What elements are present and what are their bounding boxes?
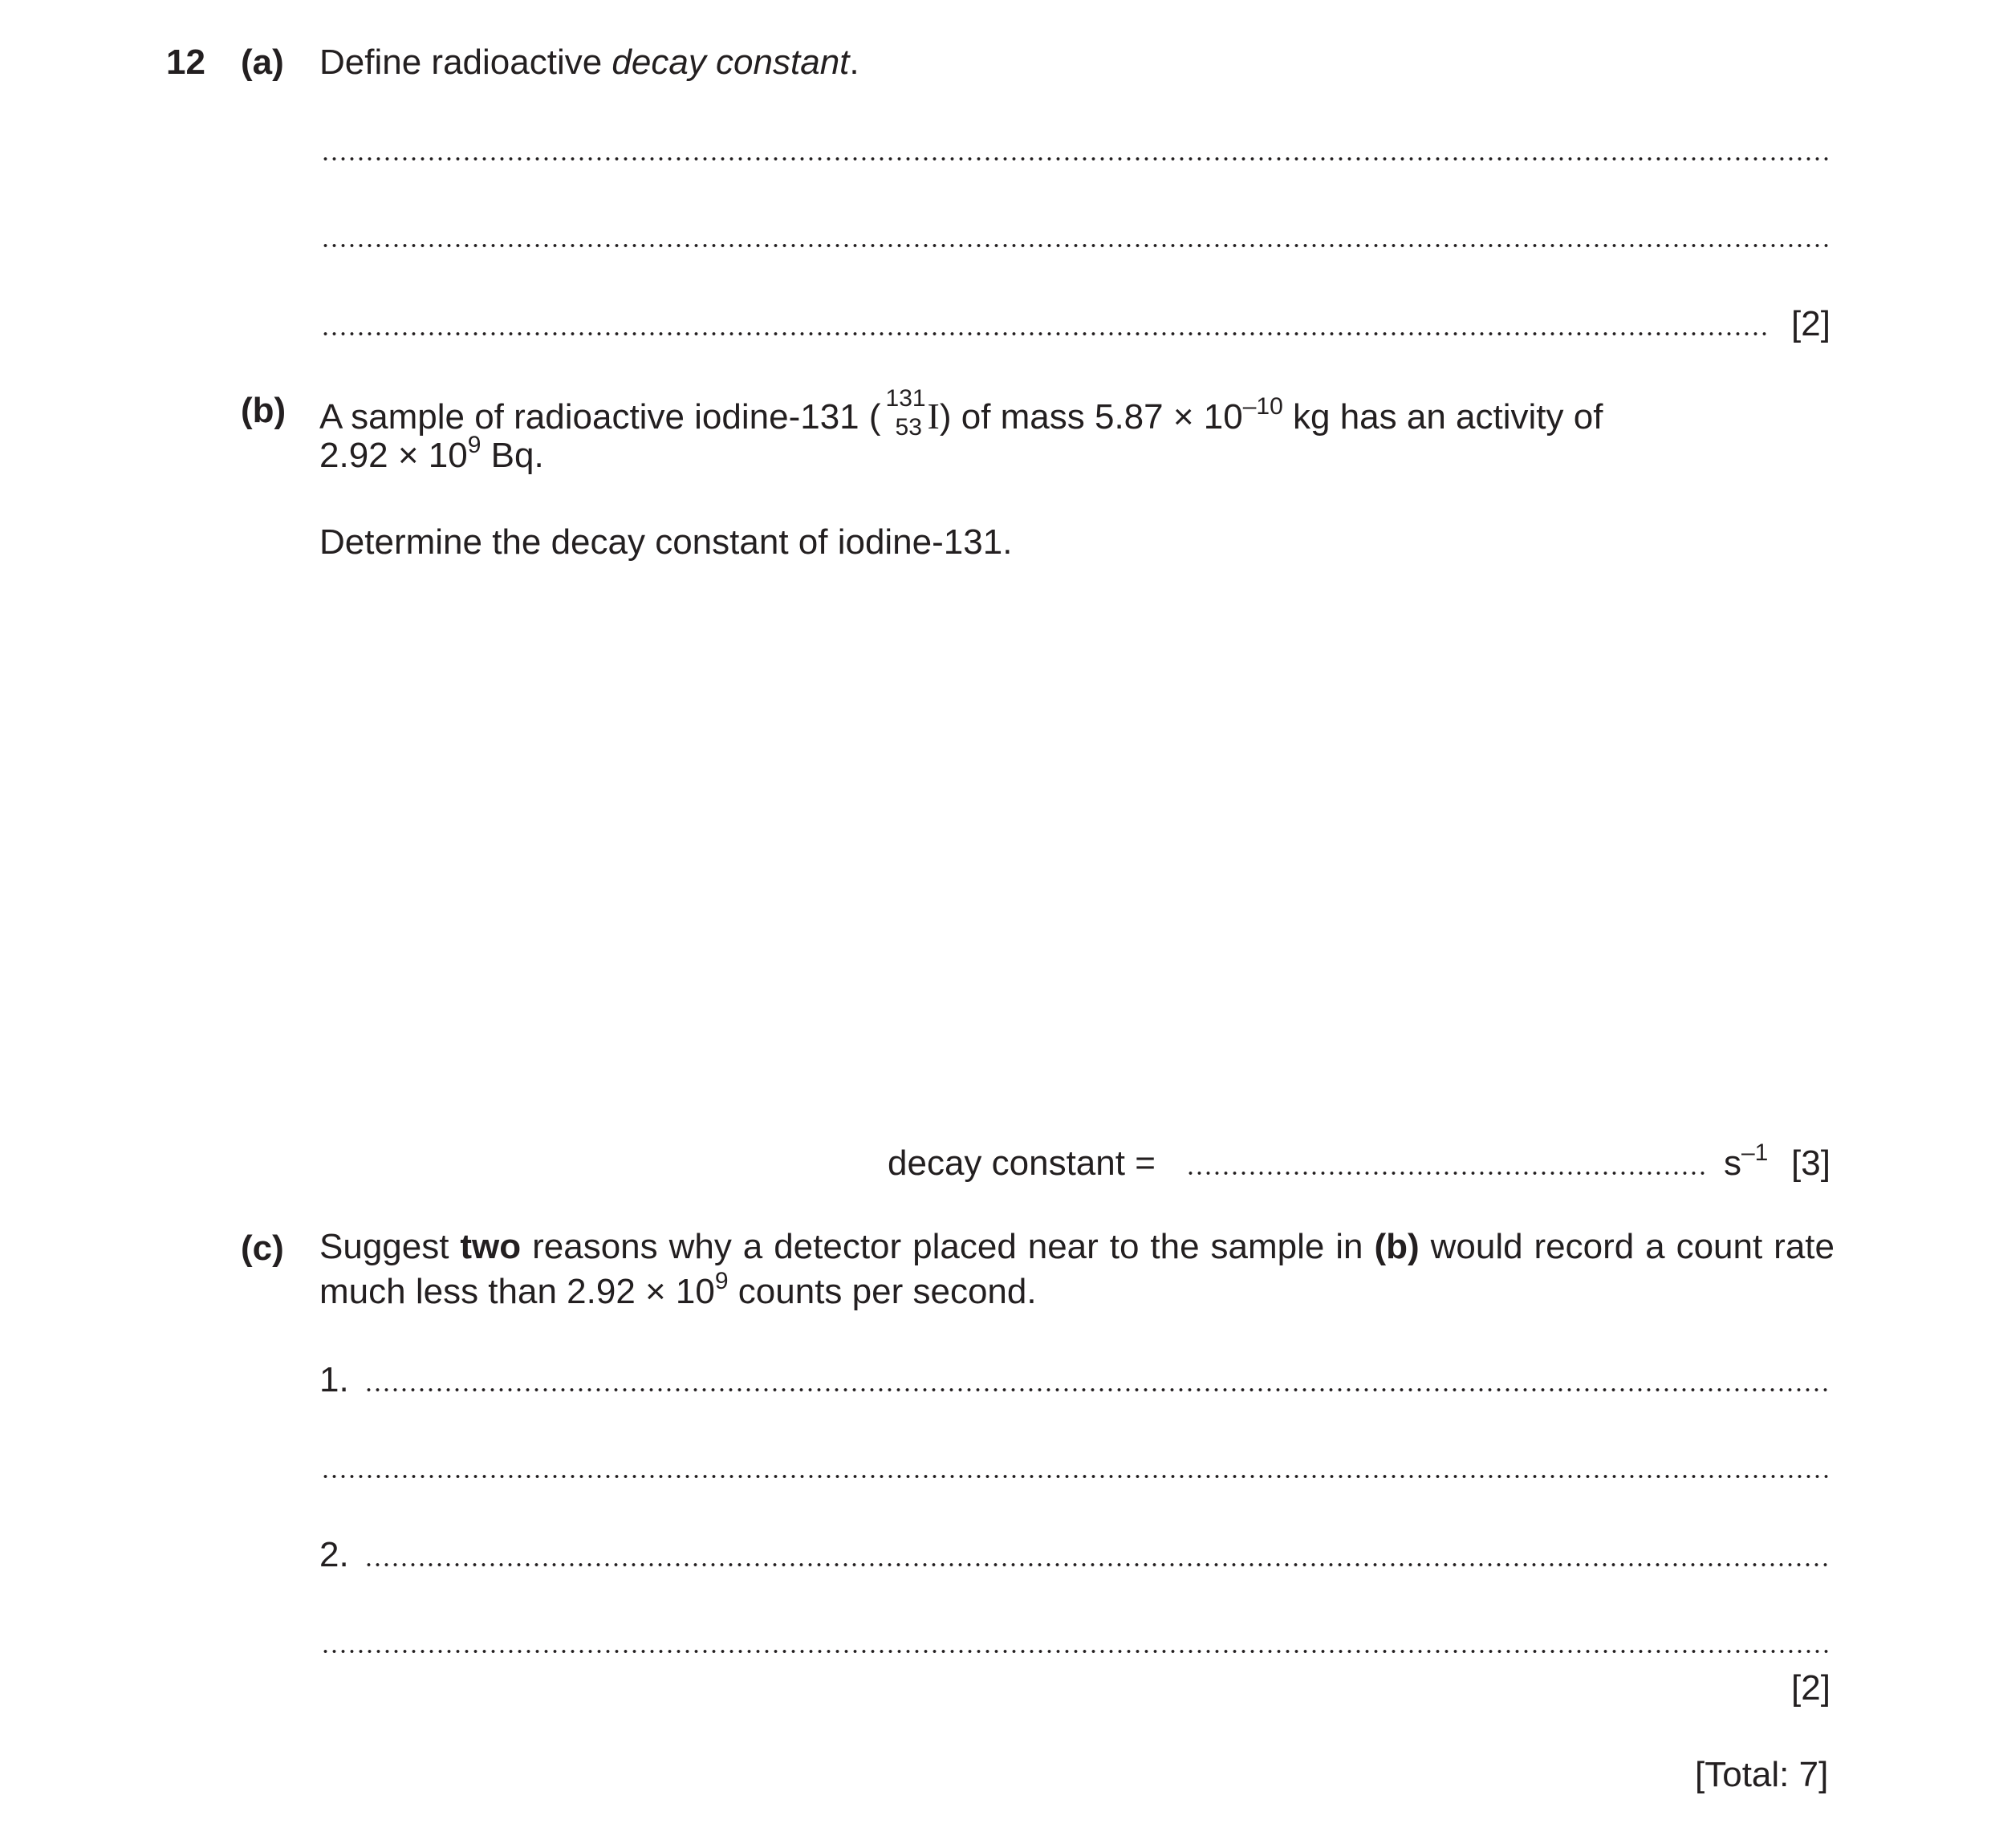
part-b-label: (b) (241, 391, 286, 430)
part-b-text5: Bq. (481, 436, 544, 475)
answer-line-a3[interactable] (321, 332, 1767, 335)
part-c-marks: [2] (1791, 1668, 1831, 1708)
answer-line-c3[interactable] (364, 1563, 1830, 1566)
isotope-mass-number: 131 (885, 385, 926, 412)
answer-line-a1[interactable] (321, 157, 1830, 160)
part-b-text2: ) of mass 5.87 × 10 (939, 397, 1243, 437)
total-marks: [Total: 7] (1695, 1755, 1829, 1794)
unit-exponent: –1 (1741, 1139, 1769, 1166)
isotope-atomic-number: 53 (895, 414, 922, 441)
part-c-label: (c) (241, 1229, 284, 1268)
rate-exponent: 9 (714, 1268, 729, 1294)
answer-line-c1[interactable] (364, 1388, 1830, 1391)
activity-exponent: 9 (467, 432, 481, 458)
part-c-text2: reasons why a detector placed near to the sample in (521, 1227, 1375, 1266)
answer-line-c2[interactable] (321, 1475, 1830, 1478)
answer-line-a2[interactable] (321, 244, 1830, 247)
part-c-text1: Suggest (319, 1227, 461, 1266)
question-number: 12 (166, 43, 205, 82)
unit-base: s (1724, 1143, 1741, 1183)
mass-exponent: –10 (1242, 393, 1283, 420)
part-b-instruction: Determine the decay constant of iodine-131. (319, 522, 1013, 562)
part-c-reference: (b) (1374, 1227, 1420, 1266)
part-b-text3: kg has an activity of (1282, 397, 1603, 437)
part-a-prompt (319, 45, 859, 80)
part-b-text1: A sample of radioactive iodine-131 ( (319, 397, 881, 437)
part-c-text4: counts per second. (728, 1272, 1037, 1311)
iodine-isotope-notation (881, 385, 928, 441)
part-c-prompt (319, 1225, 1835, 1318)
part-a-prompt-end: . (849, 43, 859, 82)
part-b-line1 (319, 385, 1603, 441)
reason-1-number: 1. (319, 1360, 349, 1399)
reason-2-number: 2. (319, 1535, 349, 1574)
decay-constant-label: decay constant = (888, 1143, 1156, 1183)
part-a-marks: [2] (1791, 304, 1831, 343)
part-a-term: decay constant (612, 43, 850, 82)
part-c-text3: would record a count rate much less than 2.92 × 10 (319, 1227, 1835, 1311)
decay-constant-unit (1724, 1139, 1769, 1183)
part-a-label: (a) (241, 43, 284, 82)
part-b-text4: 2.92 × 10 (319, 436, 468, 475)
part-a-prompt-text: Define radioactive (319, 43, 612, 82)
part-b-line2 (319, 432, 544, 475)
part-c-emphasis: two (460, 1227, 522, 1266)
decay-constant-answer-line[interactable] (1186, 1172, 1708, 1175)
isotope-symbol: I (927, 396, 940, 437)
part-b-marks: [3] (1791, 1143, 1831, 1183)
answer-line-c4[interactable] (321, 1650, 1830, 1653)
